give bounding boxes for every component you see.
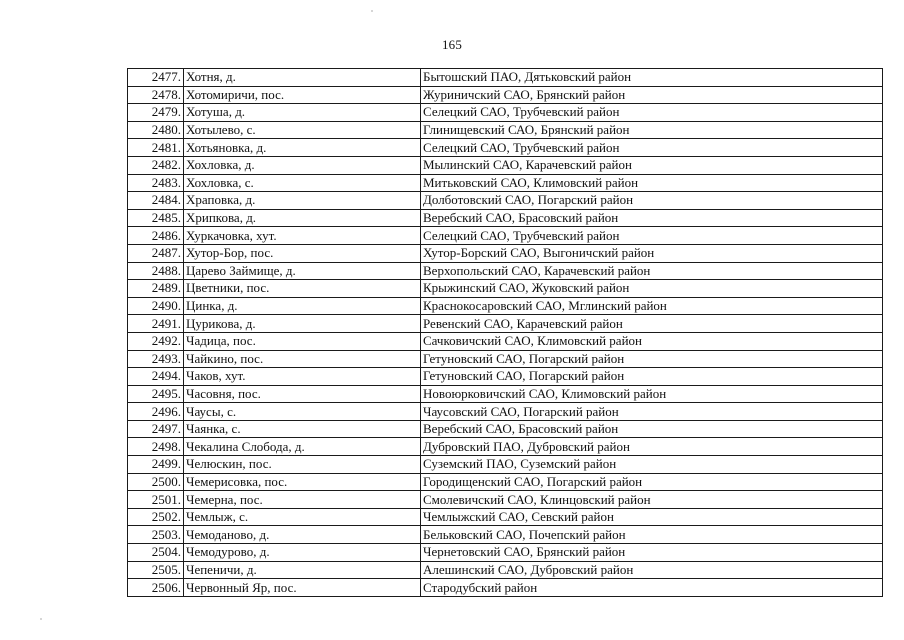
row-number-cell: 2487. [128,244,184,262]
row-number-cell: 2483. [128,174,184,192]
district-cell: Чернетовский САО, Брянский район [421,544,883,562]
settlement-name-cell: Чепеничи, д. [184,561,421,579]
settlement-name-cell: Цинка, д. [184,297,421,315]
district-cell: Мылинский САО, Карачевский район [421,156,883,174]
row-number-cell: 2501. [128,491,184,509]
district-cell: Алешинский САО, Дубровский район [421,561,883,579]
table-row [128,526,883,544]
district-cell: Гетуновский САО, Погарский район [421,350,883,368]
district-cell: Смолевичский САО, Клинцовский район [421,491,883,509]
table-row [128,280,883,298]
settlement-name-cell: Хотылево, с. [184,121,421,139]
settlement-name-cell: Чаянка, с. [184,420,421,438]
settlement-name-cell: Челюскин, пос. [184,456,421,474]
district-cell: Селецкий САО, Трубчевский район [421,227,883,245]
settlement-name-cell: Чаусы, с. [184,403,421,421]
row-number-cell: 2489. [128,280,184,298]
row-number-cell: 2479. [128,104,184,122]
district-cell: Верхопольский САО, Карачевский район [421,262,883,280]
row-number-cell: 2502. [128,508,184,526]
row-number-cell: 2495. [128,385,184,403]
table-row [128,403,883,421]
table-row [128,368,883,386]
district-cell: Хутор-Борский САО, Выгоничский район [421,244,883,262]
table-row [128,297,883,315]
table-row [128,227,883,245]
table-row [128,508,883,526]
table-row [128,385,883,403]
district-cell: Бельковский САО, Почепский район [421,526,883,544]
row-number-cell: 2481. [128,139,184,157]
table-row [128,121,883,139]
settlement-name-cell: Цветники, пос. [184,280,421,298]
district-cell: Краснокосаровский САО, Мглинский район [421,297,883,315]
district-cell: Веребский САО, Брасовский район [421,420,883,438]
settlement-name-cell: Хотуша, д. [184,104,421,122]
table-row [128,420,883,438]
row-number-cell: 2492. [128,332,184,350]
row-number-cell: 2480. [128,121,184,139]
settlement-name-cell: Храповка, д. [184,192,421,210]
row-number-cell: 2498. [128,438,184,456]
table-row [128,438,883,456]
district-cell: Крыжинский САО, Жуковский район [421,280,883,298]
settlement-name-cell: Хохловка, с. [184,174,421,192]
row-number-cell: 2506. [128,579,184,597]
district-cell: Глинищевский САО, Брянский район [421,121,883,139]
district-cell: Бытошский ПАО, Дятьковский район [421,69,883,87]
district-cell: Журиничский САО, Брянский район [421,86,883,104]
settlement-table-body [128,69,883,597]
table-row [128,174,883,192]
settlement-name-cell: Хутор-Бор, пос. [184,244,421,262]
settlement-name-cell: Чаков, хут. [184,368,421,386]
row-number-cell: 2484. [128,192,184,210]
table-row [128,315,883,333]
settlement-name-cell: Чекалина Слобода, д. [184,438,421,456]
row-number-cell: 2503. [128,526,184,544]
row-number-cell: 2491. [128,315,184,333]
row-number-cell: 2497. [128,420,184,438]
district-cell: Митьковский САО, Климовский район [421,174,883,192]
district-cell: Сачковичский САО, Климовский район [421,332,883,350]
table-row [128,69,883,87]
table-row [128,86,883,104]
table-row [128,332,883,350]
table-row [128,209,883,227]
district-cell: Гетуновский САО, Погарский район [421,368,883,386]
settlement-name-cell: Чемлыж, с. [184,508,421,526]
scan-speck [371,10,373,12]
settlement-name-cell: Часовня, пос. [184,385,421,403]
row-number-cell: 2490. [128,297,184,315]
district-cell: Веребский САО, Брасовский район [421,209,883,227]
table-row [128,350,883,368]
settlement-name-cell: Червонный Яр, пос. [184,579,421,597]
page-number: 165 [441,37,463,52]
row-number-cell: 2494. [128,368,184,386]
table-row [128,473,883,491]
settlement-name-cell: Хрипкова, д. [184,209,421,227]
district-cell: Долботовский САО, Погарский район [421,192,883,210]
settlement-name-cell: Хохловка, д. [184,156,421,174]
settlement-name-cell: Чемоданово, д. [184,526,421,544]
row-number-cell: 2485. [128,209,184,227]
row-number-cell: 2488. [128,262,184,280]
district-cell: Стародубский район [421,579,883,597]
settlement-name-cell: Чемодурово, д. [184,544,421,562]
settlement-name-cell: Хотомиричи, пос. [184,86,421,104]
district-cell: Дубровский ПАО, Дубровский район [421,438,883,456]
district-cell: Городищенский САО, Погарский район [421,473,883,491]
table-row [128,192,883,210]
table-row [128,104,883,122]
row-number-cell: 2493. [128,350,184,368]
row-number-cell: 2500. [128,473,184,491]
district-cell: Чемлыжский САО, Севский район [421,508,883,526]
district-cell: Новоюрковичский САО, Климовский район [421,385,883,403]
district-cell: Чаусовский САО, Погарский район [421,403,883,421]
table-row [128,139,883,157]
row-number-cell: 2477. [128,69,184,87]
table-row [128,544,883,562]
district-cell: Селецкий САО, Трубчевский район [421,139,883,157]
row-number-cell: 2482. [128,156,184,174]
settlement-name-cell: Цурикова, д. [184,315,421,333]
settlement-name-cell: Хотьяновка, д. [184,139,421,157]
district-cell: Ревенский САО, Карачевский район [421,315,883,333]
row-number-cell: 2505. [128,561,184,579]
table-row [128,579,883,597]
settlement-name-cell: Чемерна, пос. [184,491,421,509]
row-number-cell: 2499. [128,456,184,474]
settlement-name-cell: Царево Займище, д. [184,262,421,280]
table-row [128,156,883,174]
table-row [128,244,883,262]
district-cell: Селецкий САО, Трубчевский район [421,104,883,122]
settlement-name-cell: Хотня, д. [184,69,421,87]
scan-speck [40,618,42,620]
settlement-name-cell: Хуркачовка, хут. [184,227,421,245]
settlement-name-cell: Чайкино, пос. [184,350,421,368]
settlement-table [127,68,883,597]
row-number-cell: 2504. [128,544,184,562]
row-number-cell: 2486. [128,227,184,245]
district-cell: Суземский ПАО, Суземский район [421,456,883,474]
table-row [128,456,883,474]
table-row [128,262,883,280]
row-number-cell: 2478. [128,86,184,104]
settlement-name-cell: Чемерисовка, пос. [184,473,421,491]
settlement-name-cell: Чадица, пос. [184,332,421,350]
table-row [128,561,883,579]
row-number-cell: 2496. [128,403,184,421]
table-row [128,491,883,509]
